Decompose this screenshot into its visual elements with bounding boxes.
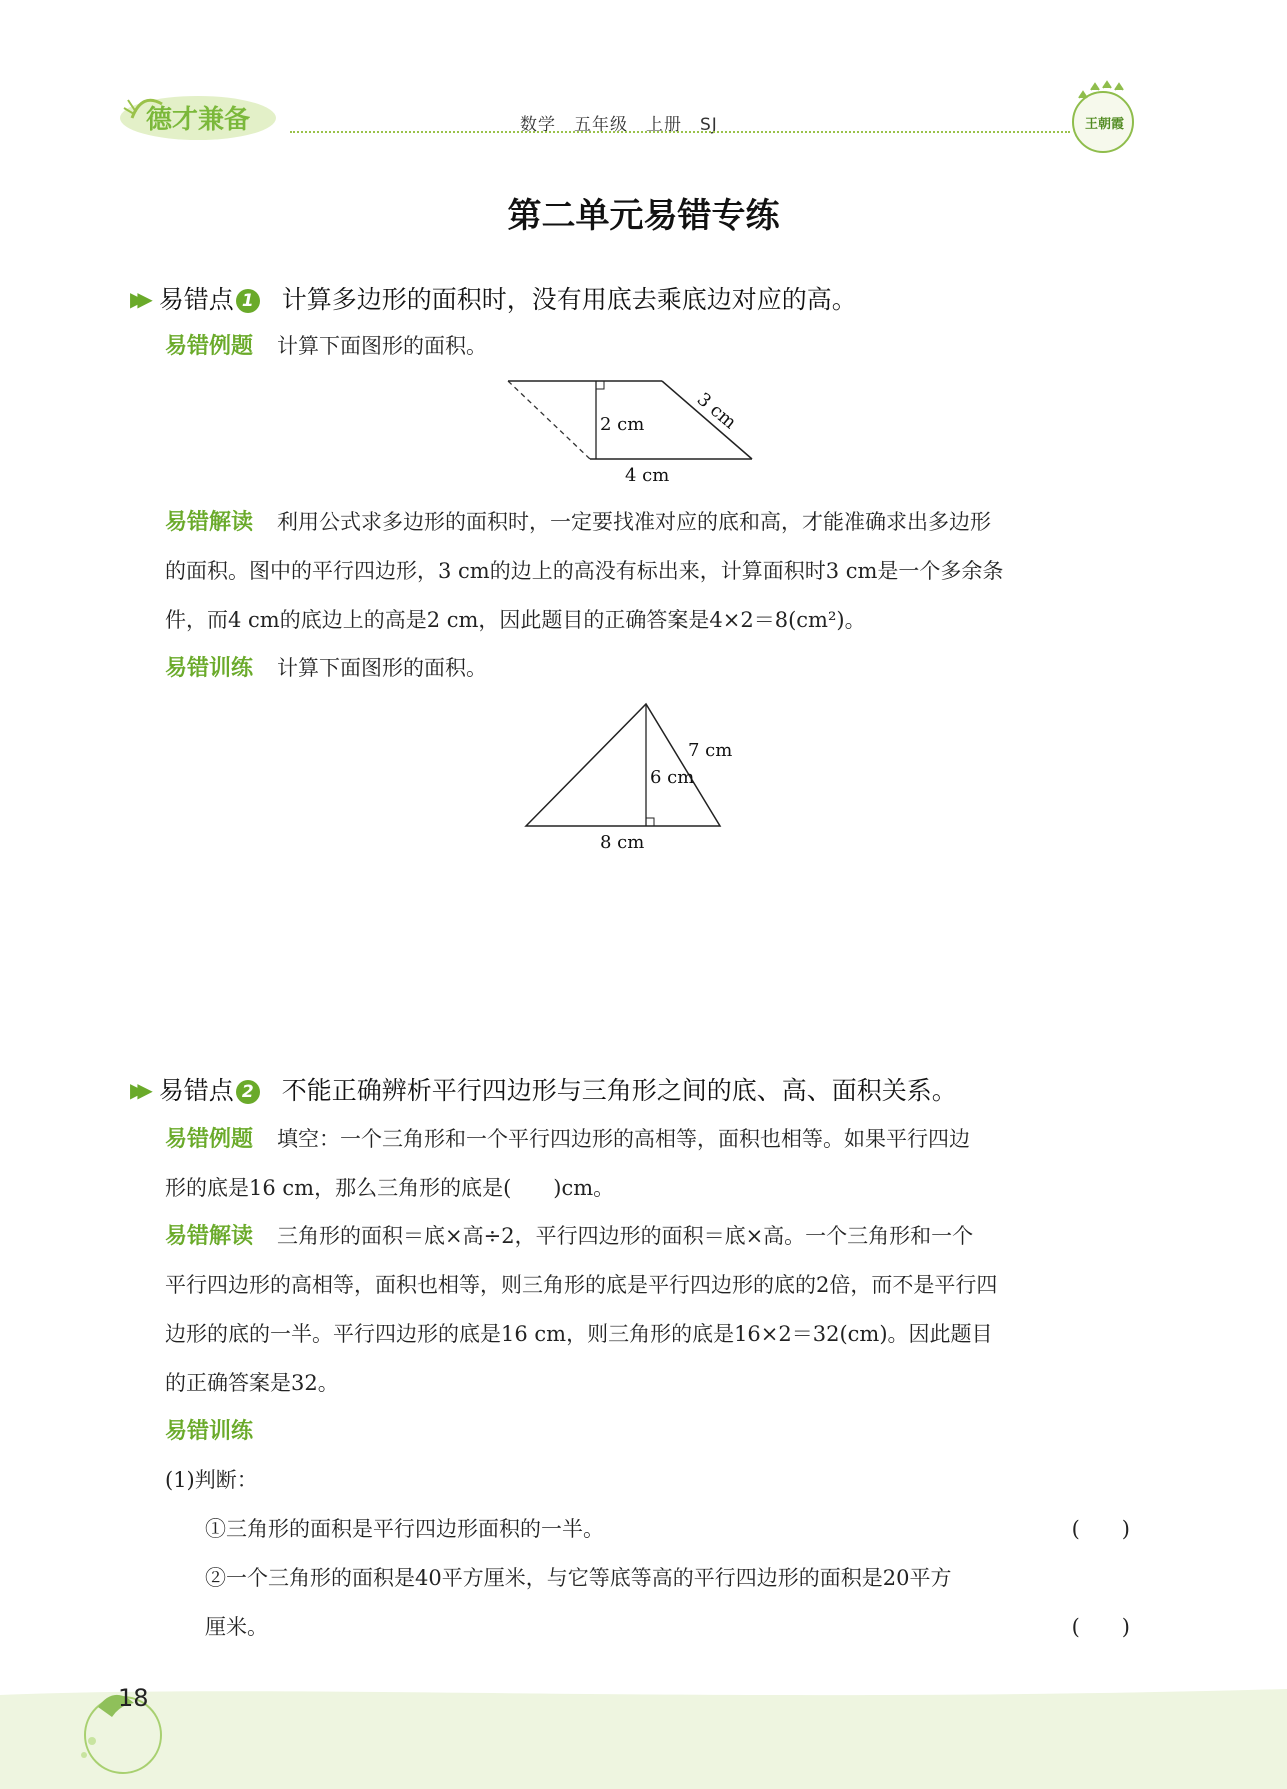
seal-text: 王朝霞 bbox=[1085, 117, 1125, 132]
heading-text: 计算多边形的面积时，没有用底去乘底边对应的高。 bbox=[281, 285, 857, 314]
answer-blank[interactable]: ( ) bbox=[1071, 1615, 1130, 1639]
parallelogram-figure bbox=[500, 375, 760, 490]
right-angle-mark bbox=[596, 381, 604, 389]
explain-line: 利用公式求多边形的面积时，一定要找准对应的底和高，才能准确求出多边形 bbox=[277, 510, 992, 534]
page-title: 第二单元易错专练 bbox=[507, 196, 780, 236]
triangle-shape bbox=[526, 704, 720, 826]
chevron-right-icon: ▶▶ bbox=[130, 1078, 145, 1102]
footer-wave bbox=[0, 1683, 1287, 1789]
judge-text-cont: 厘米。 bbox=[205, 1615, 268, 1639]
header-divider bbox=[290, 131, 1070, 133]
triangle-figure bbox=[520, 698, 760, 858]
example-2 bbox=[165, 1115, 1130, 1213]
explain-label: 易错解读 bbox=[165, 510, 254, 535]
explain-line: 边形的底的一半。平行四边形的底是16 cm，则三角形的底是16×2＝32(cm)。因此题目 bbox=[165, 1322, 993, 1346]
answer-blank[interactable]: ( ) bbox=[1071, 1517, 1130, 1541]
example-label: 易错例题 bbox=[165, 1127, 254, 1152]
number-badge: 2 bbox=[236, 1080, 260, 1104]
chevron-right-icon: ▶▶ bbox=[130, 287, 145, 311]
practice-label: 易错训练 bbox=[165, 656, 254, 681]
error-point-2-heading bbox=[130, 1071, 957, 1107]
seal-badge bbox=[1063, 78, 1143, 158]
example-1 bbox=[165, 322, 487, 371]
explain-label: 易错解读 bbox=[165, 1224, 254, 1249]
number-badge: 1 bbox=[236, 289, 260, 313]
explain-line: 件，而4 cm的底边上的高是2 cm，因此题目的正确答案是4×2＝8(cm²)。 bbox=[165, 608, 866, 632]
heading-tag: 易错点 bbox=[158, 1076, 234, 1105]
judge-title: (1)判断： bbox=[165, 1468, 258, 1492]
brand-logo bbox=[118, 88, 293, 144]
example-label: 易错例题 bbox=[165, 334, 254, 359]
explain-1 bbox=[165, 498, 1130, 645]
judge-text: ①三角形的面积是平行四边形面积的一半。 bbox=[205, 1517, 604, 1541]
logo-text: 德才兼备 bbox=[146, 105, 251, 135]
heading-text: 不能正确辨析平行四边形与三角形之间的底、高、面积关系。 bbox=[281, 1076, 957, 1105]
example-line: 填空：一个三角形和一个平行四边形的高相等，面积也相等。如果平行四边 bbox=[277, 1127, 971, 1151]
height-label: 6 cm bbox=[650, 767, 695, 788]
explain-line: 三角形的面积＝底×高÷2，平行四边形的面积＝底×高。一个三角形和一个 bbox=[277, 1224, 974, 1248]
heading-tag: 易错点 bbox=[158, 285, 234, 314]
practice-1 bbox=[165, 644, 487, 693]
practice-text: 计算下面图形的面积。 bbox=[277, 656, 488, 680]
explain-line: 的面积。图中的平行四边形，3 cm的边上的高没有标出来，计算面积时3 cm是一个多余条 bbox=[165, 559, 1004, 583]
dashed-edge bbox=[508, 381, 590, 459]
error-point-1-heading bbox=[130, 280, 857, 316]
base-label: 4 cm bbox=[625, 465, 670, 486]
judge-text: ②一个三角形的面积是40平方厘米，与它等底等高的平行四边形的面积是20平方 bbox=[205, 1566, 952, 1590]
side-label: 3 cm bbox=[692, 388, 741, 434]
side-label: 7 cm bbox=[688, 740, 733, 761]
page-number: 18 bbox=[118, 1684, 149, 1712]
height-label: 2 cm bbox=[600, 414, 645, 435]
practice-label: 易错训练 bbox=[165, 1419, 254, 1444]
explain-line: 平行四边形的高相等，面积也相等，则三角形的底是平行四边形的底的2倍，而不是平行四 bbox=[165, 1273, 998, 1297]
example-text: 计算下面图形的面积。 bbox=[277, 334, 488, 358]
explain-line: 的正确答案是32。 bbox=[165, 1371, 339, 1395]
judge-item-2 bbox=[205, 1554, 1130, 1652]
right-angle-mark bbox=[646, 818, 654, 826]
base-label: 8 cm bbox=[600, 832, 645, 853]
judge-item-1 bbox=[205, 1505, 1130, 1554]
practice-2 bbox=[165, 1407, 277, 1456]
subject-line: 数学 五年级 上册 SJ bbox=[520, 115, 718, 135]
explain-2 bbox=[165, 1212, 1130, 1408]
example-line: 形的底是16 cm，那么三角形的底是( )cm。 bbox=[165, 1176, 615, 1200]
